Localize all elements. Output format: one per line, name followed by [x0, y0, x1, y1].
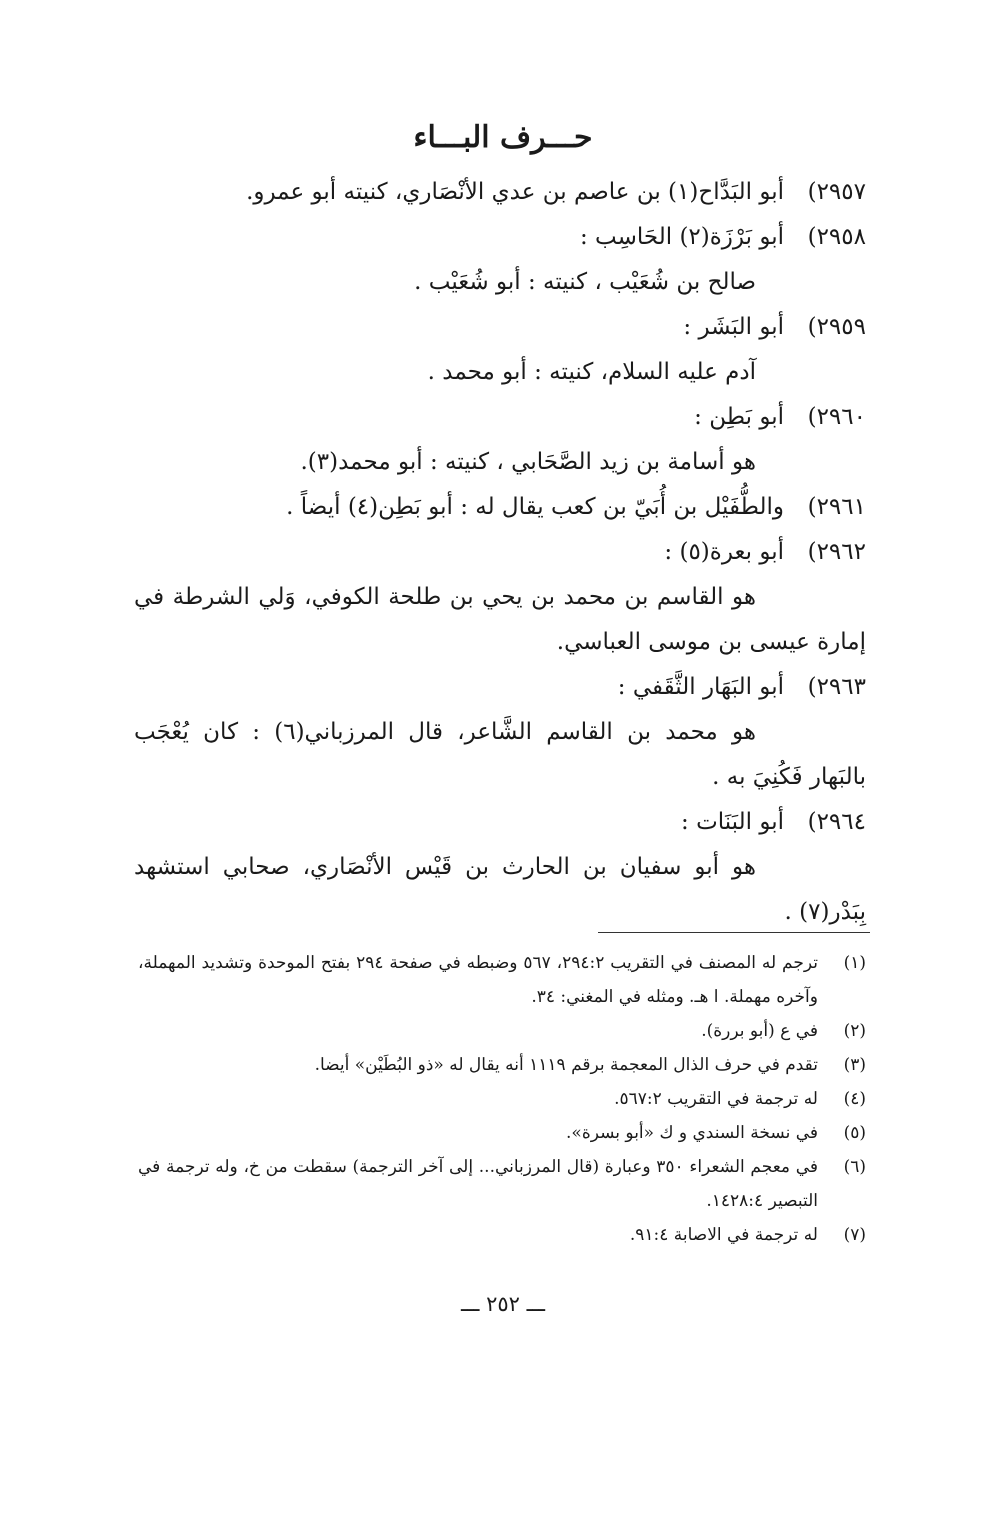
entry-body: صالح بن شُعَيْب ، كنيته : أبو شُعَيْب .: [414, 269, 756, 295]
entry-title: أبو بَطِن :: [694, 404, 784, 430]
entry-number: ٢٩٦٠): [807, 404, 866, 430]
entry-title: أبو البَدَّاح(١) بن عاصم بن عدي الأنْصَاري، كنيته أبو عمرو.: [246, 179, 784, 205]
entry-body: هو محمد بن القاسم الشَّاعر، قال المرزباني(٦) : كان يُعْجَب بالبَهار فَكُنِيَ به .: [134, 719, 866, 790]
footnote: [138, 1116, 866, 1150]
footnote-text: في معجم الشعراء ٣٥٠ وعبارة (قال المرزباني... إلى آخر الترجمة) سقطت من خ، وله ترجمة في التبصير ١٤٢٨:٤.: [138, 1157, 819, 1211]
entry-title: أبو بَرْزَة(٢) الحَاسِب :: [579, 224, 784, 250]
footnote-number: (٣): [843, 1055, 866, 1075]
entry-title: والطُّفَيْل بن أُبَيّ بن كعب يقال له : أبو بَطِن(٤) أيضاً .: [286, 494, 784, 520]
footnote-text: في ع (أبو بررة).: [701, 1021, 818, 1041]
footnote-divider: [598, 932, 870, 933]
chapter-heading: حـــرف البـــاء: [413, 120, 593, 155]
entries-list: [134, 170, 866, 935]
entry-2960: [134, 395, 866, 485]
footnote: [138, 1218, 866, 1252]
entry-body: هو أبو سفيان بن الحارث بن قَيْس الأنْصَاري، صحابي استشهد بِبَدْر(٧) .: [134, 854, 866, 925]
entry-title: أبو البَهَار الثَّقَفي :: [617, 674, 784, 700]
footnotes: [138, 946, 866, 1252]
footnote-text: له ترجمة في التقريب ٥٦٧:٢.: [614, 1089, 818, 1109]
entry-number: ٢٩٥٩): [807, 314, 866, 340]
entry-title: أبو البَشَر :: [683, 314, 784, 340]
entry-number: ٢٩٥٨): [807, 224, 866, 250]
footnote: [138, 1150, 866, 1218]
footnote: [138, 1014, 866, 1048]
entry-body: هو القاسم بن محمد بن يحي بن طلحة الكوفي، وَلي الشرطة في إمارة عيسى بن موسى العباسي.: [134, 584, 866, 655]
footnote: [138, 946, 866, 1014]
footnote: [138, 1082, 866, 1116]
footnote-text: في نسخة السندي و ك «أبو بسرة».: [566, 1123, 818, 1143]
entry-title: أبو البَنَات :: [681, 809, 784, 835]
entry-number: ٢٩٦٣): [807, 674, 866, 700]
footnote-number: (٤): [843, 1089, 866, 1109]
entry-2962: [134, 530, 866, 665]
footnote-number: (٦): [843, 1157, 866, 1177]
entry-number: ٢٩٥٧): [807, 179, 866, 205]
entry-2958: [134, 215, 866, 305]
entry-number: ٢٩٦٢): [807, 539, 866, 565]
footnote: [138, 1048, 866, 1082]
entry-number: ٢٩٦٤): [807, 809, 866, 835]
footnote-text: تقدم في حرف الذال المعجمة برقم ١١١٩ أنه يقال له «ذو البُطَيْن» أيضا.: [314, 1055, 818, 1075]
entry-title: أبو بعرة(٥) :: [664, 539, 784, 565]
entry-body: آدم عليه السلام، كنيته : أبو محمد .: [427, 359, 756, 385]
entry-body: هو أسامة بن زيد الصَّحَابي ، كنيته : أبو محمد(٣).: [300, 449, 756, 475]
footnote-number: (٧): [843, 1225, 866, 1245]
entry-number: ٢٩٦١): [807, 494, 866, 520]
entry-2963: [134, 665, 866, 800]
footnote-text: له ترجمة في الاصابة ٩١:٤.: [629, 1225, 818, 1245]
entry-2957: [134, 170, 866, 215]
footnote-text: ترجم له المصنف في التقريب ٢٩٤:٢، ٥٦٧ وضبطه في صفحة ٢٩٤ بفتح الموحدة وتشديد المهملة، وآخره مهملة. ا هـ. ومثله في المغني: ٣٤.: [138, 953, 818, 1007]
entry-2961: [134, 485, 866, 530]
footnote-number: (٥): [843, 1123, 866, 1143]
page-number: ـــ ٢٥٢ ـــ: [460, 1292, 546, 1316]
footnote-number: (٢): [843, 1021, 866, 1041]
entry-2959: [134, 305, 866, 395]
footnote-number: (١): [843, 953, 866, 973]
entry-2964: [134, 800, 866, 935]
